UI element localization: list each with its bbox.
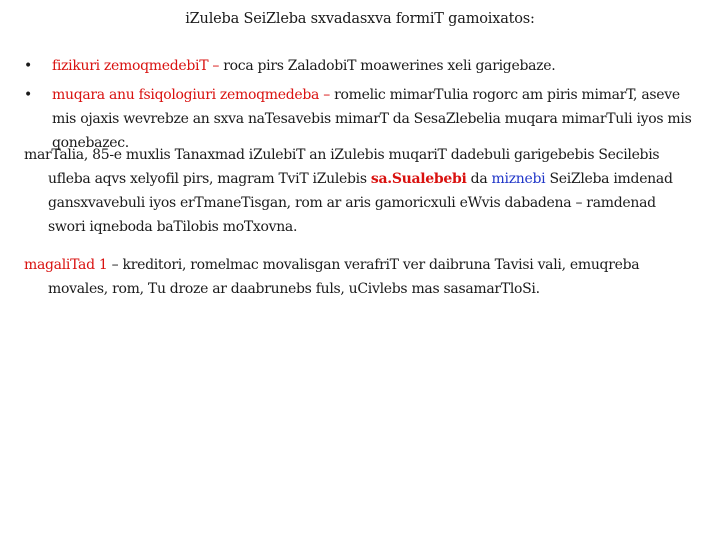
paragraph-text: marTalia, 85-e muxlis Tanaxmad iZulebiT an iZulebis muqariT dadebuli garigebebis Secilebis ufleba aqvs xelyofil pirs, magram TviT iZulebis bbox=[24, 147, 660, 187]
bullet-item-physical bbox=[24, 54, 704, 78]
slide-title: iZuleba SeiZleba sxvadasxva formiT gamoixatos: bbox=[185, 11, 535, 27]
bullet-marker: • bbox=[24, 87, 32, 103]
bullet-term: fizikuri zemoqmedebiT – bbox=[52, 58, 220, 74]
example-text: – kreditori, romelmac movalisgan verafriT ver daibruna Tavisi vali, emuqreba movales, rom, Tu droze ar daabrunebs fuls, uCivlebs mas sasamarTloSi. bbox=[48, 257, 640, 297]
bullet-body: roca pirs ZaladobiT moawerines xeli garigebaze. bbox=[219, 58, 556, 74]
bullet-text bbox=[24, 54, 704, 78]
highlight-means: sa.Sualebebi bbox=[370, 171, 467, 187]
bullet-body: romelic mimarTulia rogorc am piris mimarT, aseve mis ojaxis wevrebze an sxva naTesavebis mimarT da SesaZlebelia muqara mimarTuli iyos mis qonebazec. bbox=[52, 87, 692, 151]
paragraph-example bbox=[24, 253, 694, 301]
example-label: magaliTad 1 bbox=[24, 257, 108, 273]
bullet-term: muqara anu fsiqologiuri zemoqmedeba – bbox=[52, 87, 330, 103]
highlight-goals: miznebi bbox=[491, 171, 546, 187]
bullet-marker: • bbox=[24, 58, 32, 74]
paragraph-text: SeiZleba imdenad gansxvavebuli iyos erTmaneTisgan, rom ar aris gamoricxuli eWvis dabadena – ramdenad swori iqneboda baTilobis moTxovna. bbox=[48, 171, 673, 235]
paragraph-text: da bbox=[466, 171, 492, 187]
paragraph-main bbox=[24, 143, 694, 239]
